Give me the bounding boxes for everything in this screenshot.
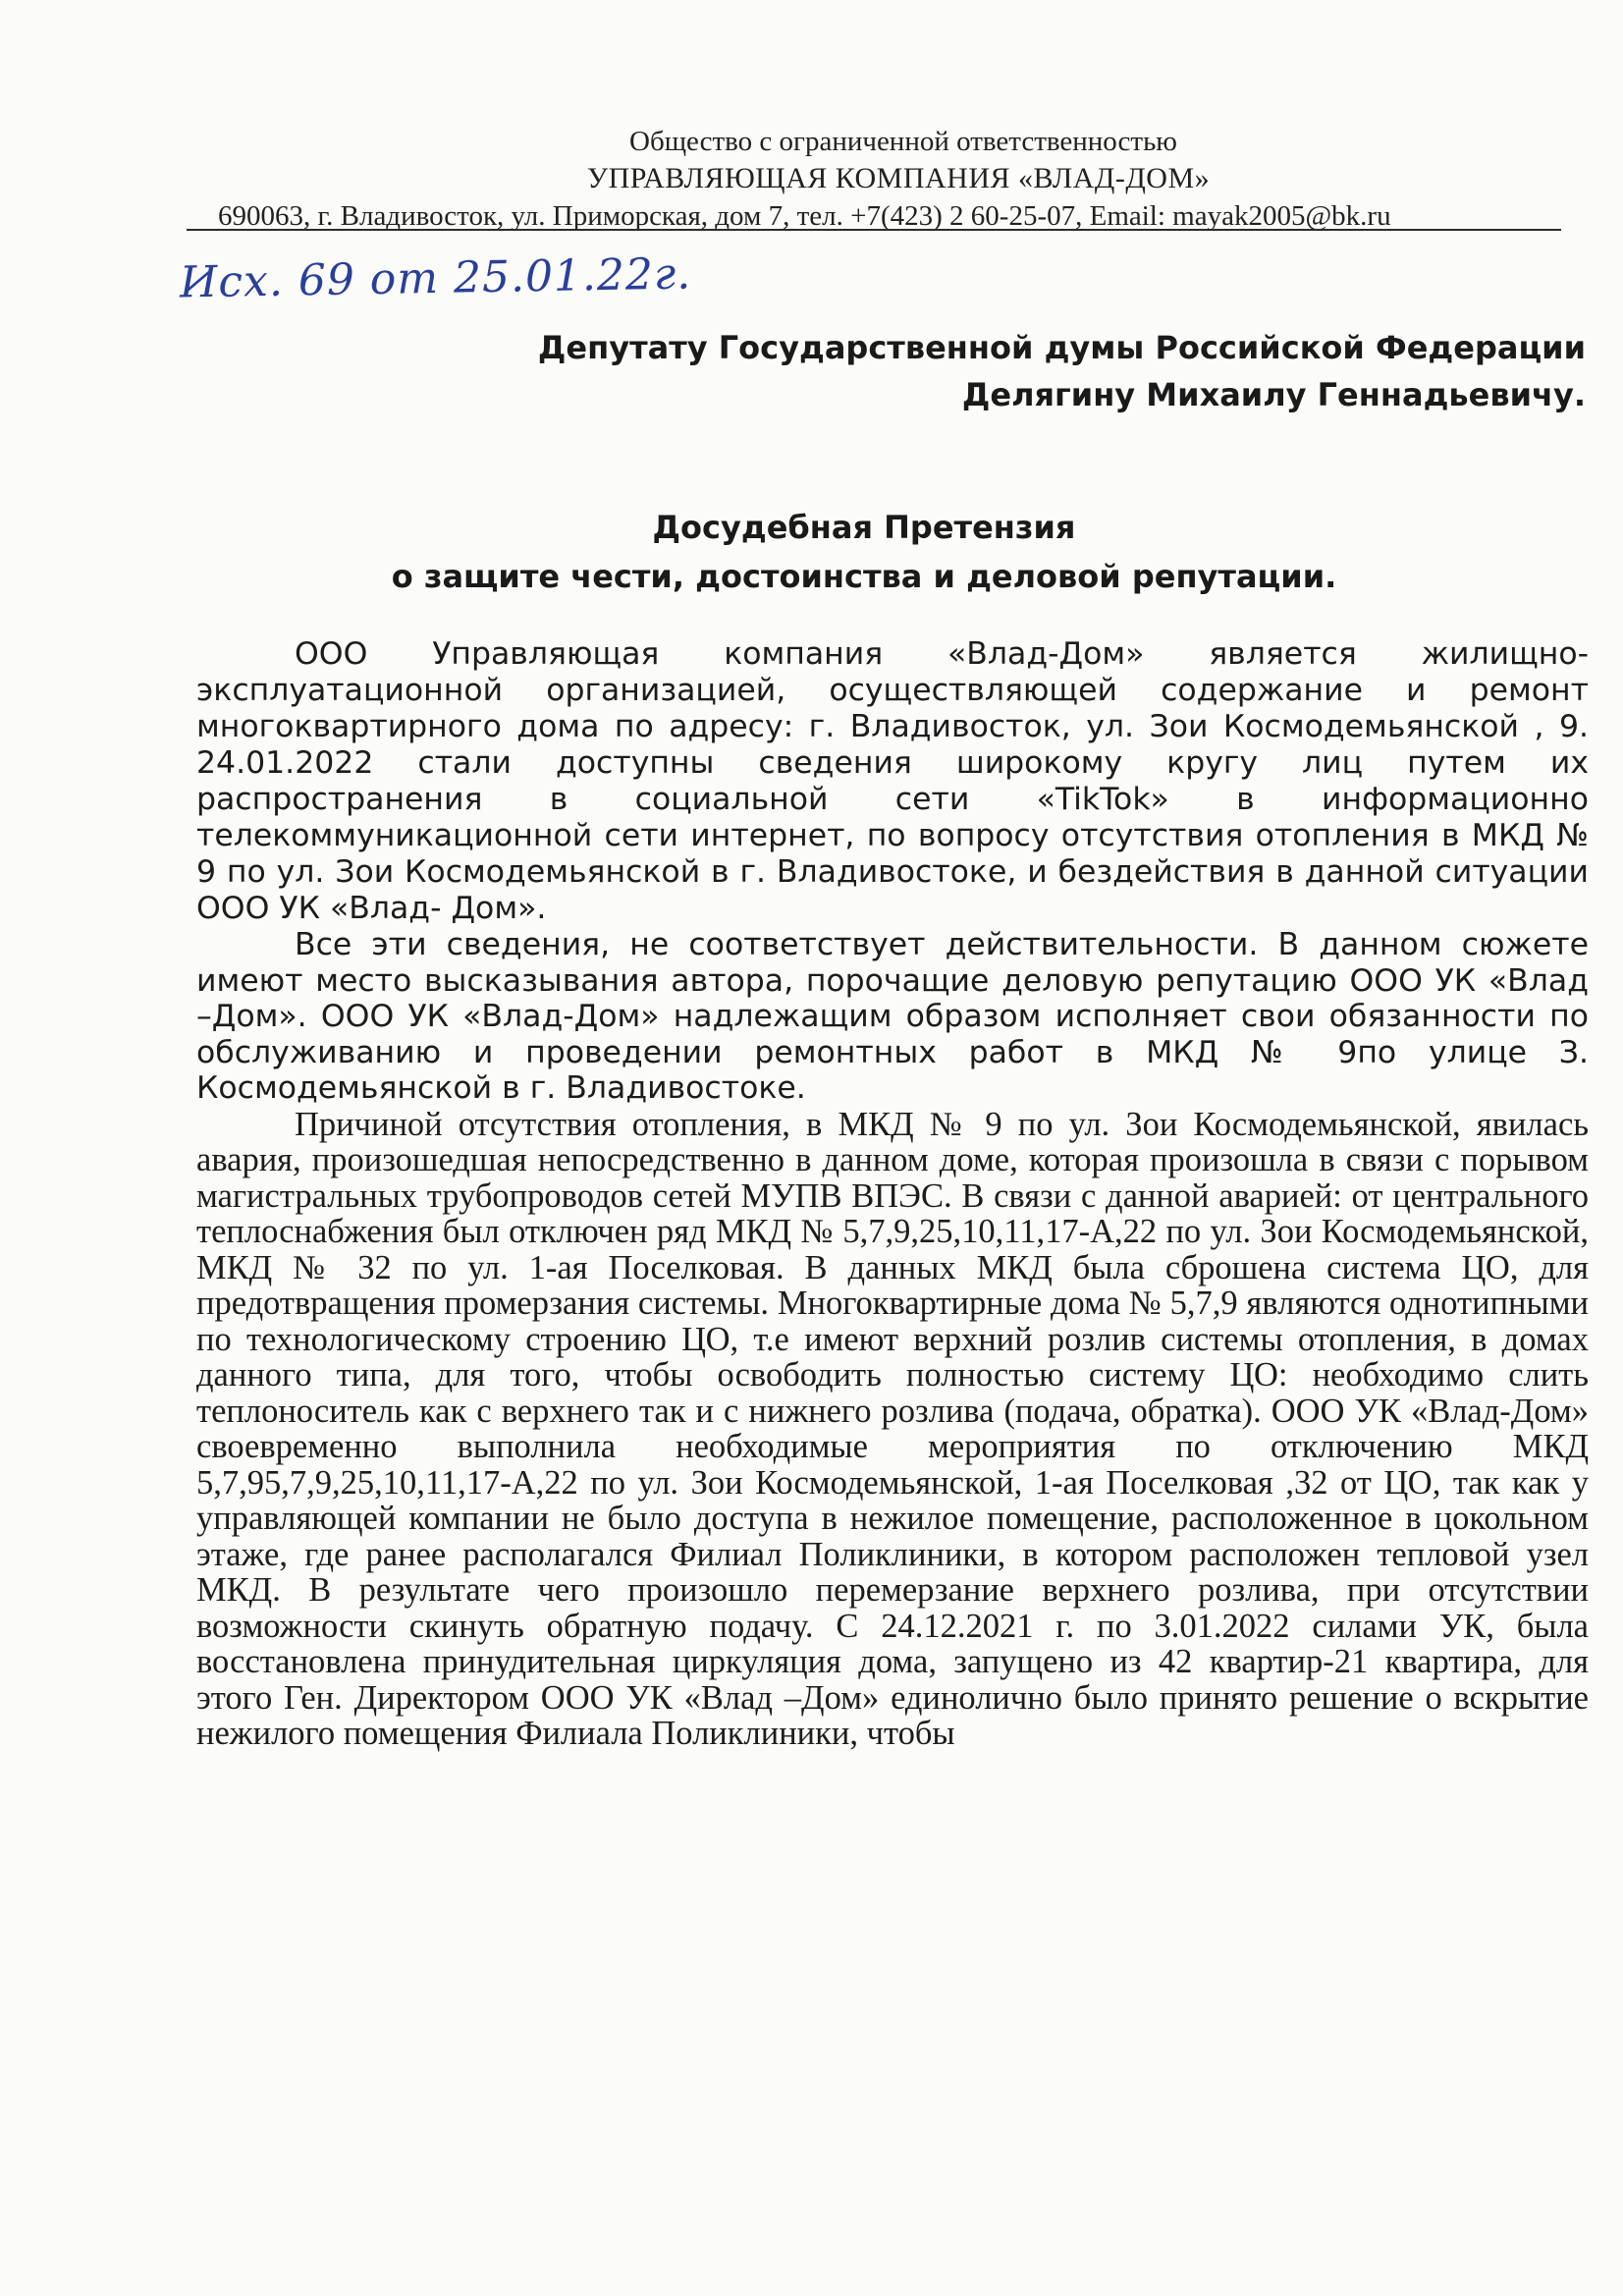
paragraph-2: Все эти сведения, не соответствует действительности. В данном сюжете имеют место высказывания автора, порочащие деловую репутацию ООО УК «Влад –Дом». ООО УК «Влад-Дом» надлежащим образом исполняет свои обязанности по обслуживанию и проведении ремонтных работ в МКД № 9по улице З. Космодемьянской в г. Владивостоке. <box>196 927 1589 1106</box>
handwritten-outgoing-number: Исх. 69 от 25.01.22г. <box>179 248 692 308</box>
addressee-name: Делягину Михаилу Геннадьевичу. <box>961 376 1586 413</box>
org-name: УПРАВЛЯЮЩАЯ КОМПАНИЯ «ВЛАД-ДОМ» <box>586 162 1211 194</box>
document-title <box>285 503 1443 601</box>
org-contacts: 690063, г. Владивосток, ул. Приморская, дом 7, тел. +7(423) 2 60-25-07, Email: mayak2005@bk.ru <box>218 200 1391 232</box>
document-title-subject: о защите чести, достоинства и деловой репутации. <box>391 558 1337 595</box>
document-body <box>196 636 1589 1752</box>
addressee-block <box>407 324 1586 418</box>
paragraph-3: Причиной отсутствия отопления, в МКД № 9 по ул. Зои Космодемьянской, явилась авария, произошедшая непосредственно в данном доме, которая произошла в связи с порывом магистральных трубопроводов сетей МУПВ ВПЭС. В связи с данной аварией: от центрального теплоснабжения был отключен ряд МКД № 5,7,9,25,10,11,17-А,22 по ул. Зои Космодемьянской, МКД № 32 по ул. 1-ая Поселковая. В данных МКД была сброшена система ЦО, для предотвращения промерзания системы. Многоквартирные дома № 5,7,9 являются однотипными по технологическому строению ЦО, т.е имеют верхний розлив системы отопления, в домах данного типа, для того, чтобы освободить полностью систему ЦО: необходимо слить теплоноситель как с верхнего так и с нижнего розлива (подача, обратка). ООО УК «Влад-Дом» своевременно выполнила необходимые мероприятия по отключению МКД 5,7,95,7,9,25,10,11,17-А,22 по ул. Зои Космодемьянской, 1-ая Поселковая ,32 от ЦО, так как у управляющей компании не было доступа в нежилое помещение, расположенное в цокольном этаже, где ранее располагался Филиал Поликлиники, в котором расположен тепловой узел МКД. В результате чего произошло перемерзание верхнего розлива, при отсутствии возможности скинуть обратную подачу. С 24.12.2021 г. по 3.01.2022 силами УК, была восстановлена принудительная циркуляция дома, запущено из 42 квартир-21 квартира, для этого Ген. Директором ООО УК «Влад –Дом» единолично было принято решение о вскрытие нежилого помещения Филиала Поликлиники, чтобы <box>196 1105 1589 1752</box>
paragraph-1: ООО Управляющая компания «Влад-Дом» является жилищно-эксплуатационной организацией, осуществляющей содержание и ремонт многоквартирного дома по адресу: г. Владивосток, ул. Зои Космодемьянской , 9. 24.01.2022 стали доступны сведения широкому кругу лиц путем их распространения в социальной сети «TikTok» в информационно телекоммуникационной сети интернет, по вопросу отсутствия отопления в МКД № 9 по ул. Зои Космодемьянской в г. Владивостоке, и бездействия в данной ситуации ООО УК «Влад- Дом». <box>196 636 1589 926</box>
document-title-main: Досудебная Претензия <box>652 509 1076 546</box>
addressee-position: Депутату Государственной думы Российской Федерации <box>537 329 1586 366</box>
letterhead <box>177 123 1591 235</box>
org-legal-form: Общество с ограниченной ответственностью <box>629 126 1177 157</box>
letterhead-rule <box>187 229 1561 231</box>
